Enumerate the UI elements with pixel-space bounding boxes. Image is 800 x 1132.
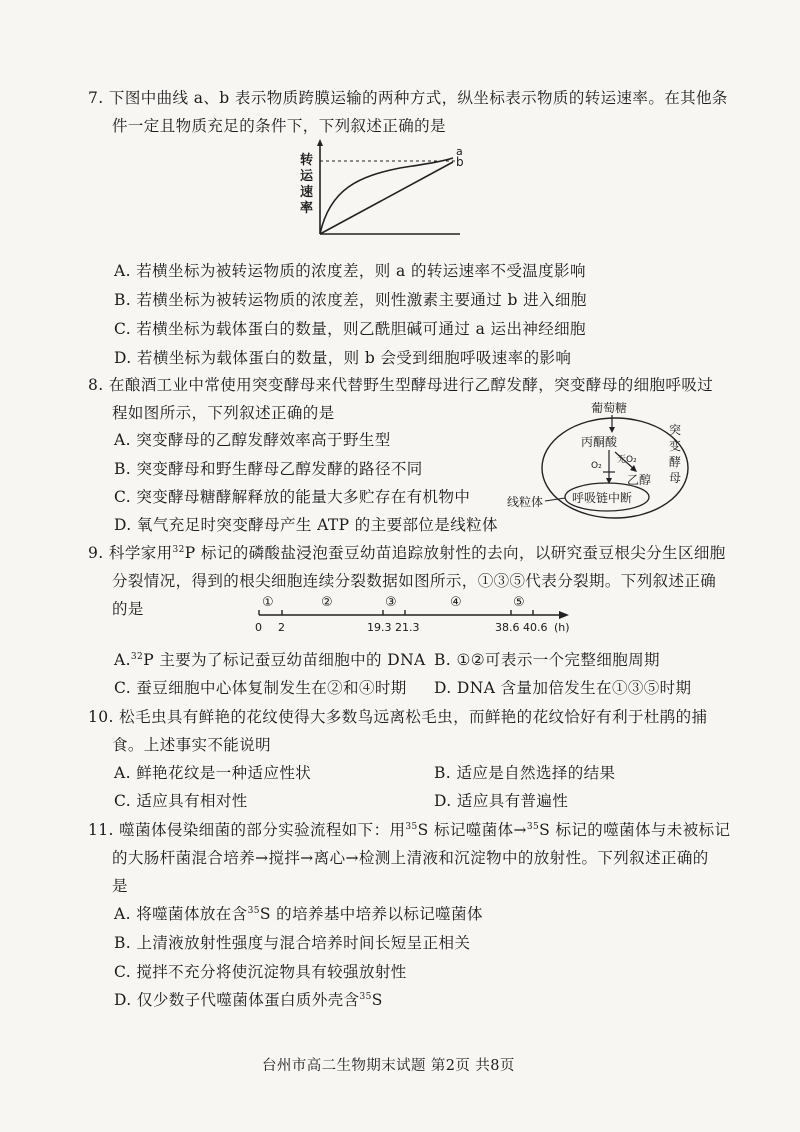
q9-option-a[interactable]: A.$^{32}$P 主要为了标记蚕豆幼苗细胞中的 DNA: [114, 651, 426, 669]
q7-transport-rate-graph: [290, 138, 490, 243]
q9-stem-line3: 的是: [112, 600, 144, 618]
q7-stem-line2: 件一定且物质充足的条件下，下列叙述正确的是: [112, 117, 446, 135]
ethanol-label: 乙醇: [627, 473, 652, 487]
q7-option-d[interactable]: D. 若横坐标为载体蛋白的数量，则 b 会受到细胞呼吸速率的影响: [114, 349, 572, 367]
no-o2-label: 无O₂: [617, 455, 637, 465]
page-footer: 台州市高二生物期末试题 第2页 共8页: [262, 1058, 515, 1074]
q8-yeast-respiration-diagram: [495, 398, 700, 528]
q8-option-c[interactable]: C. 突变酵母糖酵解释放的能量大多贮存在有机物中: [114, 488, 471, 506]
q10-stem-line1: 10. 松毛虫具有鲜艳的花纹使得大多数鸟远离松毛虫，而鲜艳的花纹恰好有利于杜鹃的捕: [88, 708, 708, 726]
tick-2: 2: [278, 621, 285, 634]
phase-2: ②: [321, 595, 333, 610]
q10-option-c[interactable]: C. 适应具有相对性: [114, 792, 248, 810]
tick-38-6: 38.6: [495, 621, 520, 634]
q10-stem-line2: 食。上述事实不能说明: [112, 736, 272, 754]
chain-label: 呼吸链中断: [572, 491, 633, 505]
q8-option-b[interactable]: B. 突变酵母和野生酵母乙醇发酵的路径不同: [114, 460, 423, 478]
graph-ylabel-4: 率: [300, 201, 314, 216]
mutant-label-1: 突: [669, 423, 682, 437]
mutant-label-4: 母: [669, 471, 682, 485]
q11-option-b[interactable]: B. 上清液放射性强度与混合培养时间长短呈正相关: [114, 934, 471, 952]
q8-stem-line1: 8. 在酿酒工业中常使用突变酵母来代替野生型酵母进行乙醇发酵，突变酵母的细胞呼吸过: [88, 376, 714, 394]
q10-option-a[interactable]: A. 鲜艳花纹是一种适应性状: [114, 764, 312, 782]
q8-option-d[interactable]: D. 氧气充足时突变酵母产生 ATP 的主要部位是线粒体: [114, 516, 498, 534]
graph-ylabel-2: 运: [300, 169, 314, 184]
tick-0: 0: [255, 621, 262, 634]
q9-option-d[interactable]: D. DNA 含量加倍发生在①③⑤时期: [434, 679, 692, 697]
phase-5: ⑤: [513, 595, 525, 610]
q9-stem-line2: 分裂情况，得到的根尖细胞连续分裂数据如图所示，①③⑤代表分裂期。下列叙述正确: [112, 572, 717, 590]
q11-stem-line1: 11. 噬菌体侵染细菌的部分实验流程如下：用$^{35}$S 标记噬菌体→$^{35}$S 标记的噬菌体与未被标记: [88, 821, 731, 839]
q11-option-c[interactable]: C. 搅拌不充分将使沉淀物具有较强放射性: [114, 963, 407, 981]
tick-21-3: 21.3: [395, 621, 420, 634]
glucose-label: 葡萄糖: [591, 401, 628, 415]
curve-b-label: b: [456, 155, 464, 169]
q10-option-d[interactable]: D. 适应具有普遍性: [434, 792, 569, 810]
q11-stem-line2: 的大肠杆菌混合培养→搅拌→离心→检测上清液和沉淀物中的放射性。下列叙述正确的: [112, 849, 709, 867]
q11-stem-line3: 是: [112, 877, 128, 895]
q8-option-a[interactable]: A. 突变酵母的乙醇发酵效率高于野生型: [114, 431, 391, 449]
pyruvate-label: 丙酮酸: [581, 435, 618, 449]
q7-option-a[interactable]: A. 若横坐标为被转运物质的浓度差，则 a 的转运速率不受温度影响: [114, 262, 586, 280]
q10-option-b[interactable]: B. 适应是自然选择的结果: [434, 764, 616, 782]
q9-cell-cycle-timeline: [245, 590, 585, 638]
graph-ylabel-1: 转: [300, 153, 314, 168]
phase-1: ①: [262, 595, 274, 610]
timeline-unit: (h): [554, 621, 570, 634]
mutant-label-3: 酵: [669, 455, 682, 469]
mutant-label-2: 变: [669, 439, 682, 453]
q8-stem-line2: 程如图所示，下列叙述正确的是: [112, 404, 335, 422]
q7-option-c[interactable]: C. 若横坐标为载体蛋白的数量，则乙酰胆碱可通过 a 运出神经细胞: [114, 320, 586, 338]
q11-option-a[interactable]: A. 将噬菌体放在含$^{35}$S 的培养基中培养以标记噬菌体: [114, 905, 483, 923]
phase-3: ③: [385, 595, 397, 610]
q7-stem-line1: 7. 下图中曲线 a、b 表示物质跨膜运输的两种方式，纵坐标表示物质的转运速率。在其他条: [88, 89, 728, 107]
phase-4: ④: [450, 595, 462, 610]
q7-option-b[interactable]: B. 若横坐标为被转运物质的浓度差，则性激素主要通过 b 进入细胞: [114, 291, 587, 309]
curve-b: [320, 162, 453, 234]
curve-a-label: a: [456, 145, 463, 158]
q11-option-d[interactable]: D. 仅少数子代噬菌体蛋白质外壳含$^{35}$S: [114, 991, 383, 1009]
tick-40-6: 40.6: [523, 621, 548, 634]
q9-option-c[interactable]: C. 蚕豆细胞中心体复制发生在②和④时期: [114, 679, 407, 697]
graph-ylabel-3: 速: [300, 185, 314, 200]
o2-label: O₂: [591, 461, 602, 471]
tick-19-3: 19.3: [367, 621, 392, 634]
q9-option-b[interactable]: B. ①②可表示一个完整细胞周期: [434, 651, 660, 669]
q9-stem-line1: 9. 科学家用$^{32}$P 标记的磷酸盐浸泡蚕豆幼苗追踪放射性的去向，以研究蚕豆根尖分生区细胞: [88, 544, 726, 562]
mito-label: 线粒体: [507, 495, 544, 509]
